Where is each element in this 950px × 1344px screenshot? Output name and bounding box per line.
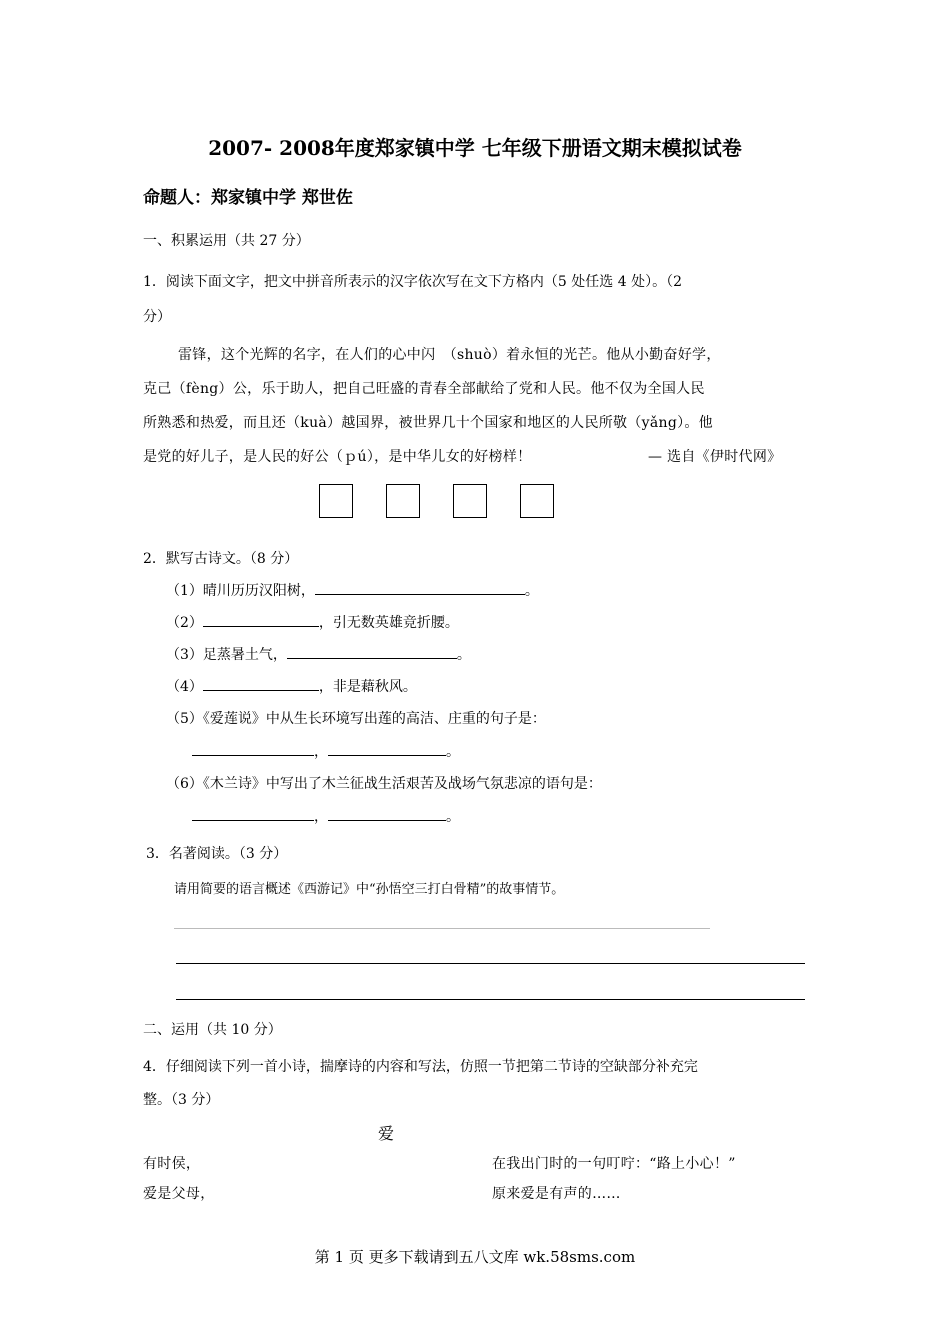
q2-item-6: （6）《木兰诗》中写出了木兰征战生活艰苦及战场气氛悲凉的语句是： — [166, 776, 602, 792]
passage-source: — 选自《伊时代网》 — [648, 449, 782, 465]
q2-item-5: （5）《爱莲说》中从生长环境写出莲的高洁、庄重的句子是： — [166, 711, 546, 727]
period: 。 — [446, 744, 460, 760]
q3-heading: 3．名著阅读。（3 分） — [146, 846, 288, 862]
q3-prompt: 请用简要的语言概述《西游记》中“孙悟空三打白骨精”的故事情节。 — [174, 882, 565, 897]
poem-line: 原来爱是有声的…… — [492, 1186, 621, 1202]
q4-line2: 整。（3 分） — [143, 1092, 220, 1108]
answer-line[interactable] — [176, 999, 805, 1000]
answer-blank[interactable] — [192, 806, 314, 821]
poem-line: 在我出门时的一句叮咛：“路上小心！” — [492, 1156, 736, 1172]
answer-blank[interactable] — [203, 612, 319, 627]
answer-box[interactable] — [319, 484, 353, 518]
poem-line: 爱是父母， — [143, 1186, 215, 1202]
section2-heading: 二、运用（共 10 分） — [143, 1022, 282, 1038]
q2-item-text: （1）晴川历历汉阳树， — [166, 583, 315, 599]
page-title: 2007- 2008年度郑家镇中学 七年级下册语文期末模拟试卷 — [208, 136, 742, 160]
poem-title: 爱 — [378, 1124, 395, 1143]
q2-item-2 — [166, 612, 459, 632]
answer-blank[interactable] — [192, 741, 314, 756]
q2-item-4 — [166, 676, 417, 696]
q2-heading: 2．默写古诗文。（8 分） — [143, 551, 299, 567]
comma: ， — [314, 744, 328, 760]
answer-blank[interactable] — [328, 741, 446, 756]
q2-item-3 — [166, 644, 471, 664]
period: 。 — [446, 809, 460, 825]
q2-item-1 — [166, 580, 539, 600]
answer-box[interactable] — [453, 484, 487, 518]
passage-line: 是党的好儿子，是人民的好公（ｐú），是中华儿女的好榜样！ — [143, 449, 532, 465]
answer-box[interactable] — [520, 484, 554, 518]
passage-line: 克己（fèng）公，乐于助人，把自己旺盛的青春全部献给了党和人民。他不仅为全国人民 — [143, 381, 705, 397]
q1-line1: 1．阅读下面文字，把文中拼音所表示的汉字依次写在文下方格内（5 处任选 4 处）。（2 — [143, 274, 682, 290]
q2-item-end: 。 — [456, 647, 471, 663]
q2-item-end: ，非是藉秋风。 — [318, 679, 417, 695]
answer-box[interactable] — [386, 484, 420, 518]
answer-blank[interactable] — [315, 580, 525, 595]
q4-line1: 4．仔细阅读下列一首小诗，揣摩诗的内容和写法，仿照一节把第二节诗的空缺部分补充完 — [143, 1059, 698, 1075]
answer-blank[interactable] — [287, 644, 457, 659]
q2-item-5-blanks — [192, 741, 460, 761]
q1-line2: 分） — [143, 309, 171, 325]
answer-line[interactable] — [176, 963, 805, 964]
q2-item-text: （4） — [166, 679, 203, 695]
passage-line: 雷锋，这个光辉的名字，在人们的心中闪 （shuò）着永恒的光芒。他从小勤奋好学， — [178, 347, 721, 363]
q2-item-end: ，引无数英雄竞折腰。 — [318, 615, 459, 631]
comma: ， — [314, 809, 328, 825]
answer-line[interactable] — [174, 928, 710, 929]
q2-item-text: （3）足蒸暑土气， — [166, 647, 287, 663]
q2-item-6-blanks — [192, 806, 460, 826]
passage-line: 所熟悉和热爱，而且还（kuà）越国界，被世界几十个国家和地区的人民所敬（yǎng）。他 — [143, 415, 713, 431]
answer-blank[interactable] — [203, 676, 319, 691]
q2-item-text: （2） — [166, 615, 203, 631]
answer-blank[interactable] — [328, 806, 446, 821]
q2-item-end: 。 — [524, 583, 539, 599]
author-line: 命题人：郑家镇中学 郑世佐 — [143, 188, 353, 208]
poem-line: 有时侯， — [143, 1156, 201, 1172]
section1-heading: 一、积累运用（共 27 分） — [143, 233, 310, 249]
page-footer: 第 1 页 更多下载请到五八文库 wk.58sms.com — [314, 1248, 636, 1266]
